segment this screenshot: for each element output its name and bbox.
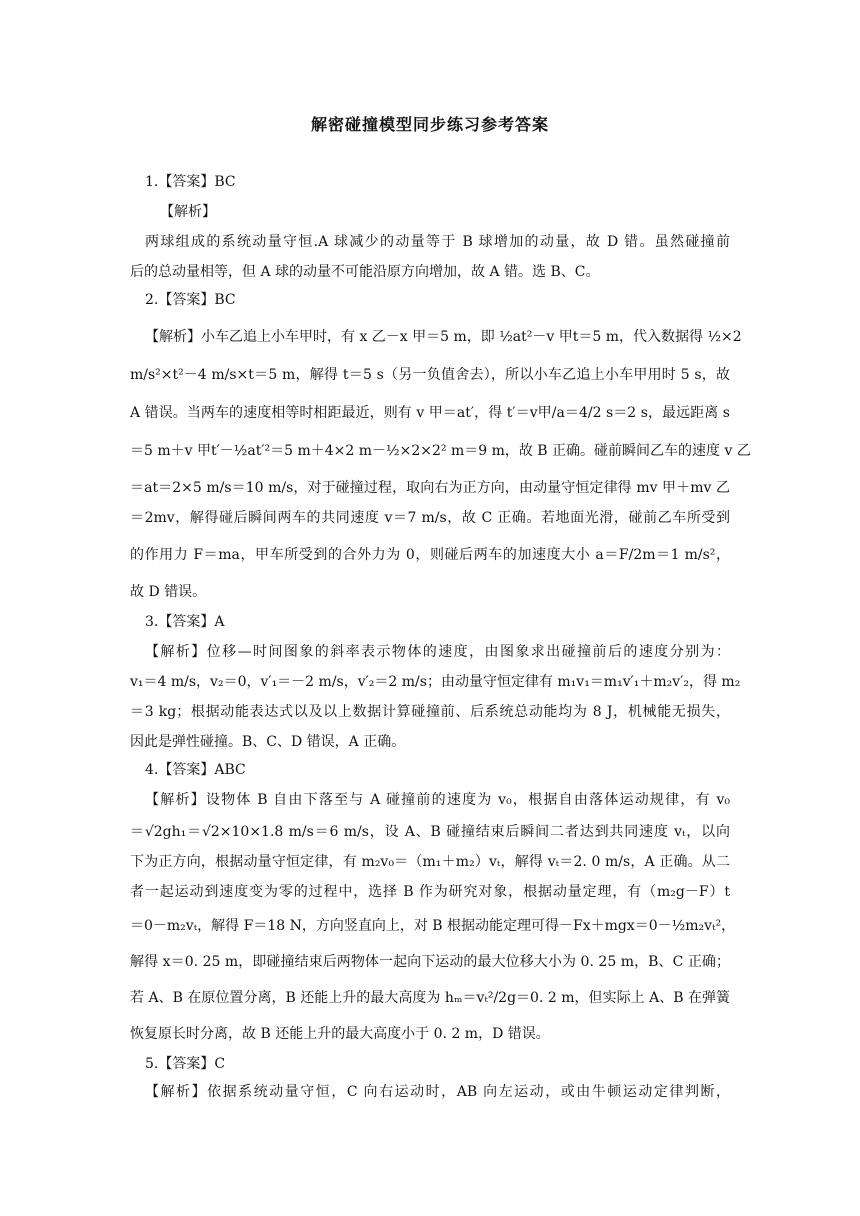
- analysis-text-line: 【解析】小车乙追上小车甲时，有 x 乙－x 甲＝5 m，即 ½at²－v 甲t＝5 m，代入数据得 ½×2: [145, 329, 742, 345]
- answer-5: 5.【答案】C: [145, 1056, 226, 1072]
- analysis-text-line: ＝3 kg；根据动能表达式以及以上数据计算碰撞前、后系统总动能均为 8 J，机械能无损失，: [130, 704, 730, 720]
- analysis-text-line: 故 D 错误。: [130, 584, 207, 600]
- answer-2: 2.【答案】BC: [145, 292, 236, 308]
- analysis-text-line: 若 A、B 在原位置分离，B 还能上升的最大高度为 hₘ＝vₜ²/2g＝0. 2 m，但实际上 A、B 在弹簧: [130, 990, 730, 1006]
- analysis-label-1: 【解析】: [160, 204, 216, 220]
- analysis-text-line: ＝2mv，解得碰后瞬间两车的共同速度 v＝7 m/s，故 C 正确。若地面光滑，碰前乙车所受到: [130, 510, 730, 526]
- analysis-text-line: A 错误。当两车的速度相等时相距最近，则有 v 甲＝at′，得 t′＝v甲/a＝4/2 s＝2 s，最远距离 s: [130, 405, 730, 421]
- analysis-text-line: 【解析】位移—时间图象的斜率表示物体的速度，由图象求出碰撞前后的速度分别为：: [145, 644, 730, 660]
- analysis-text-line: 者一起运动到速度变为零的过程中，选择 B 作为研究对象，根据动量定理，有（m₂g－F）t: [130, 884, 730, 900]
- answer-4: 4.【答案】ABC: [145, 762, 246, 778]
- analysis-text-line: 后的总动量相等，但 A 球的动量不可能沿原方向增加，故 A 错。选 B、C。: [130, 264, 600, 280]
- analysis-text-line: 【解析】依据系统动量守恒，C 向右运动时，AB 向左运动，或由牛顿运动定律判断，: [145, 1084, 730, 1100]
- analysis-text-line: 两球组成的系统动量守恒.A 球减少的动量等于 B 球增加的动量，故 D 错。虽然碰撞前: [145, 234, 730, 250]
- analysis-text-line: ＝5 m＋v 甲t′－½at′²＝5 m＋4×2 m－½×2×2² m＝9 m，故 B 正确。碰前瞬间乙车的速度 v 乙: [130, 443, 751, 459]
- analysis-text-line: 【解析】设物体 B 自由下落至与 A 碰撞前的速度为 v₀，根据自由落体运动规律，有 v₀: [145, 792, 730, 808]
- analysis-text-line: ＝√2gh₁＝√2×10×1.8 m/s＝6 m/s，设 A、B 碰撞结束后瞬间二者达到共同速度 vₜ，以向: [130, 824, 730, 840]
- answer-1: 1.【答案】BC: [145, 174, 236, 190]
- analysis-text-line: 的作用力 F＝ma，甲车所受到的合外力为 0，则碰后两车的加速度大小 a＝F/2m＝1 m/s²，: [130, 547, 730, 563]
- analysis-text-line: v₁＝4 m/s，v₂＝0，v′₁＝－2 m/s，v′₂＝2 m/s；由动量守恒定律有 m₁v₁＝m₁v′₁＋m₂v′₂，得 m₂: [130, 674, 741, 690]
- analysis-text-line: 恢复原长时分离，故 B 还能上升的最大高度小于 0. 2 m，D 错误。: [130, 1026, 550, 1042]
- page-title: 解密碰撞模型同步练习参考答案: [310, 115, 549, 134]
- answer-3: 3.【答案】A: [145, 614, 225, 630]
- analysis-text-line: 因此是弹性碰撞。B、C、D 错误，A 正确。: [130, 734, 406, 750]
- analysis-text-line: ＝0－m₂vₜ，解得 F＝18 N，方向竖直向上，对 B 根据动能定理可得－Fx＋mgx＝0－½m₂vₜ²，: [130, 918, 736, 934]
- analysis-text-line: 解得 x＝0. 25 m，即碰撞结束后两物体一起向下运动的最大位移大小为 0. 25 m，B、C 正确；: [130, 954, 730, 970]
- analysis-text-line: 下为正方向，根据动量守恒定律，有 m₂v₀＝（m₁＋m₂）vₜ，解得 vₜ＝2. 0 m/s，A 正确。从二: [130, 854, 730, 870]
- analysis-text-line: m/s²×t²－4 m/s×t＝5 m，解得 t＝5 s（另一负值舍去），所以小车乙追上小车甲用时 5 s，故: [130, 367, 730, 383]
- analysis-text-line: ＝at＝2×5 m/s＝10 m/s，对于碰撞过程，取向右为正方向，由动量守恒定律得 mv 甲＋mv 乙: [130, 480, 730, 496]
